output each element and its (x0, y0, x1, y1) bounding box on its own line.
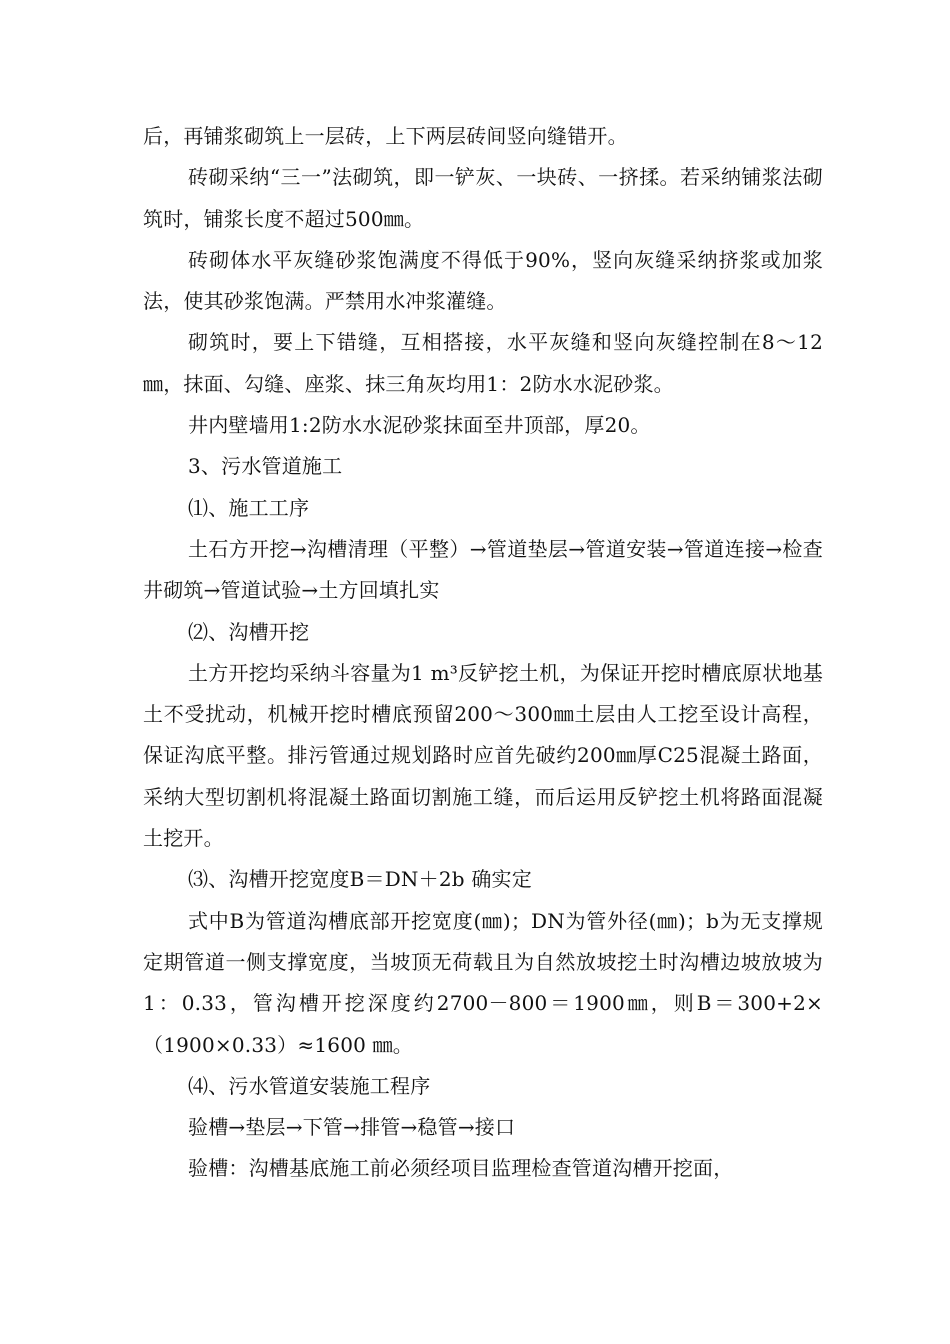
subheading-trench-width: ⑶、沟槽开挖宽度B＝DN＋2b 确实定 (188, 867, 532, 892)
paragraph-three-one-method: 砖砌采纳“三一”法砌筑，即一铲灰、一块砖、一挤揉。若采纳铺浆法砌筑时，铺浆长度不超过500㎜。 (143, 165, 823, 231)
paragraph-mortar-fullness: 砖砌体水平灰缝砂浆饱满度不得低于90%，竖向灰缝采纳挤浆或加浆法，使其砂浆饱满。严禁用水冲浆灌缝。 (143, 247, 823, 314)
paragraph-process-flow: 土石方开挖→沟槽清理（平整）→管道垫层→管道安装→管道连接→检查井砌筑→管道试验→土方回填扎实 (143, 536, 823, 603)
section-heading-sewage-pipe: 3、污水管道施工 (188, 454, 343, 479)
paragraph-staggered-joints: 砌筑时，要上下错缝，互相搭接，水平灰缝和竖向灰缝控制在8～12㎜，抹面、勾缝、座浆、抹三角灰均用1：2防水水泥砂浆。 (143, 330, 823, 396)
paragraph-excavation-details: 土方开挖均采纳斗容量为1 m³反铲挖土机，为保证开挖时槽底原状地基土不受扰动，机械开挖时槽底预留200～300㎜土层由人工挖至设计高程，保证沟底平整。排污管通过规划路时应首先破约200㎜厚C25混凝土路面，采纳大型切割机将混凝土路面切割施工缝，而后运用反铲挖土机将路面混凝土挖开。 (143, 660, 823, 851)
subheading-installation-procedure: ⑷、污水管道安装施工程序 (188, 1073, 431, 1098)
paragraph-trench-inspection: 验槽：沟槽基底施工前必须经项目监理检查管道沟槽开挖面， (188, 1156, 734, 1181)
paragraph-continuation: 后，再铺浆砌筑上一层砖，上下两层砖间竖向缝错开。 (143, 124, 628, 148)
document-body (143, 116, 823, 1190)
paragraph-inner-wall-plaster: 井内壁墙用1:2防水水泥砂浆抹面至井顶部，厚20。 (188, 413, 651, 438)
subheading-construction-sequence: ⑴、施工工序 (188, 495, 310, 520)
paragraph-width-formula: 式中B为管道沟槽底部开挖宽度(㎜)；DN为管外径(㎜)；b为无支撑规定期管道一侧支撑宽度，当坡顶无荷载且为自然放坡挖土时沟槽边坡放坡为1：0.33，管沟槽开挖深度约2700－800＝1900㎜，则B＝300+2×（1900×0.33）≈1600 ㎜。 (143, 908, 823, 1057)
subheading-trench-excavation: ⑵、沟槽开挖 (188, 619, 310, 644)
paragraph-installation-flow: 验槽→垫层→下管→排管→稳管→接口 (188, 1115, 516, 1140)
